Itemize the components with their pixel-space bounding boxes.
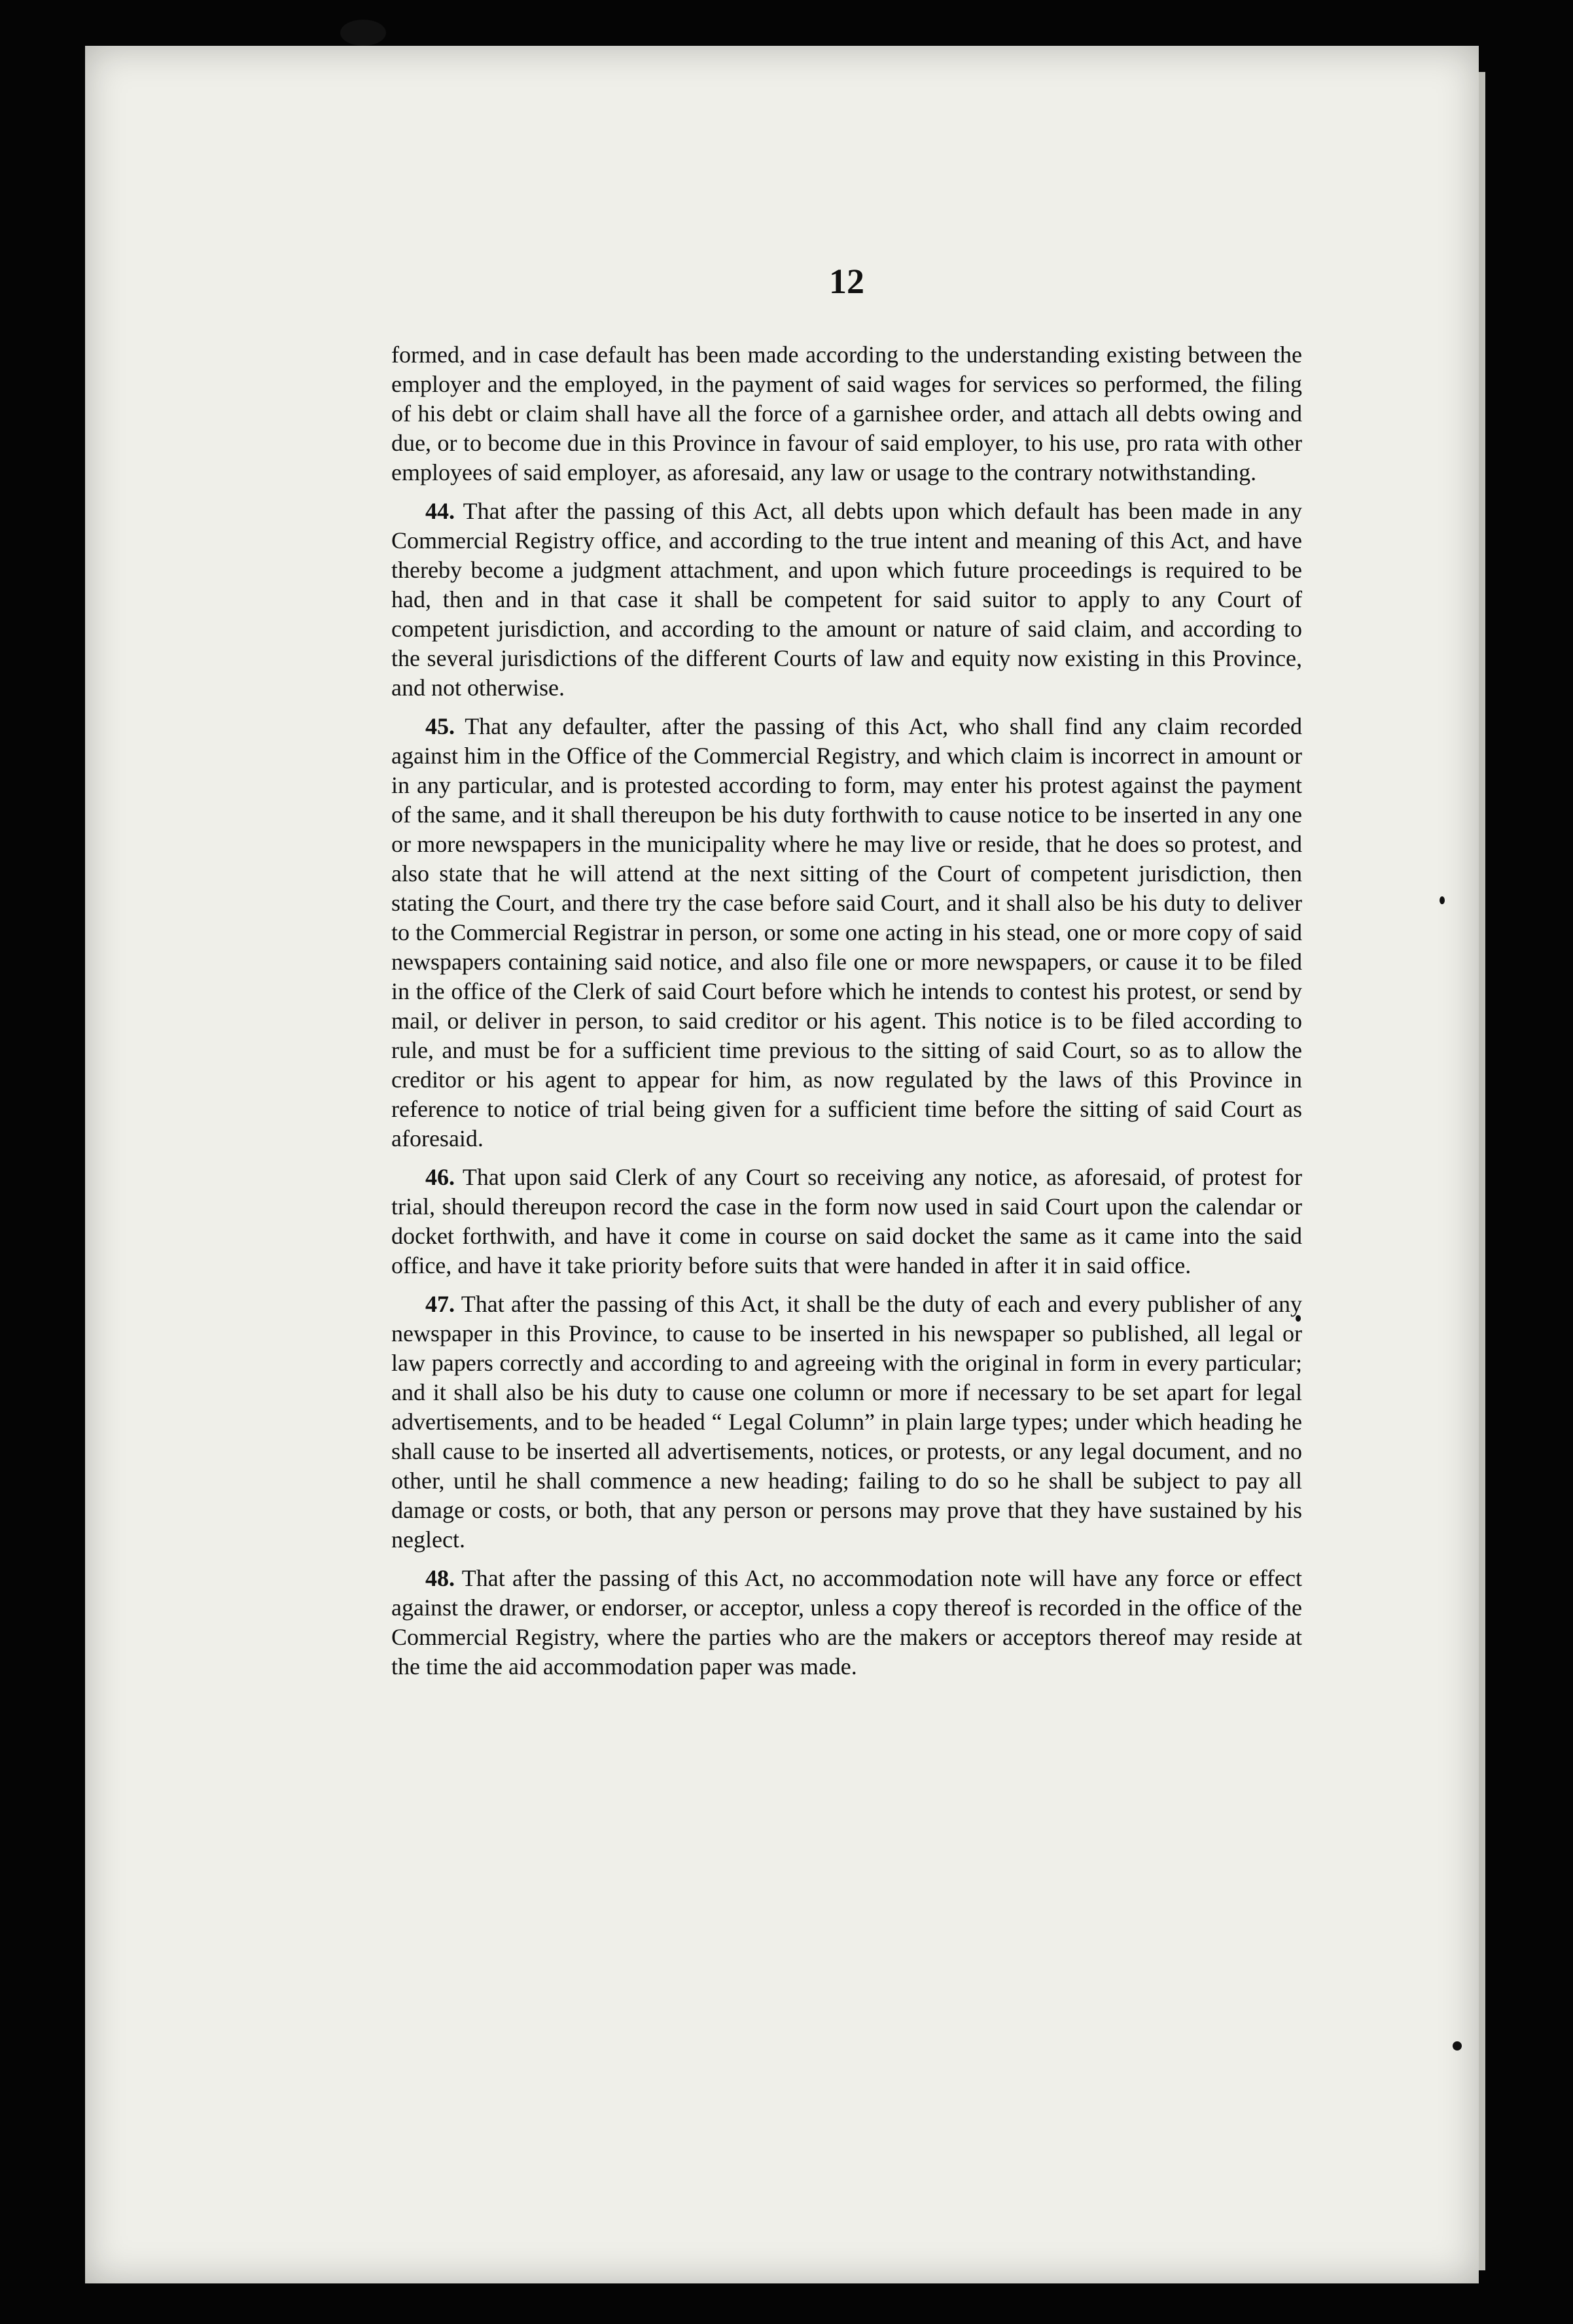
section-text: That after the passing of this Act, no accommodation note will have any force or effect against the drawer, or endorser, or acceptor, unless a copy thereof is recorded in the office of the Commercial Registry, where the parties who are the makers or acceptors thereof may reside at the time the aid accommodation paper was made. [391, 1565, 1302, 1680]
scan-speck [340, 20, 386, 46]
page-number: 12 [829, 262, 864, 301]
section-45 [391, 712, 1302, 1153]
section-47 [391, 1290, 1302, 1555]
section-text: That upon said Clerk of any Court so receiving any notice, as aforesaid, of protest for trial, should thereupon record the case in the form now used in said Court upon the calendar or docket forthwith, and have it come in course on said docket the same as it came into the said office, and have it take priority before suits that were handed in after it in said office. [391, 1164, 1302, 1278]
section-number: 46. [425, 1164, 455, 1190]
scan-speck [1453, 2041, 1462, 2051]
scan-speck [1440, 896, 1445, 904]
section-number: 44. [425, 498, 455, 524]
section-number: 47. [425, 1291, 455, 1317]
section-text: That any defaulter, after the passing of this Act, who shall find any claim recorded against him in the Office of the Commercial Registry, and which claim is incorrect in amount or in any particular, and is protested according to form, may enter his protest against the payment of the same, and it shall thereupon be his duty forthwith to cause notice to be inserted in any one or more newspapers in the municipality where he may live or reside, that he does so protest, and also state that he will attend at the next sitting of the Court of competent jurisdiction, then stating the Court, and there try the case before said Court, and it shall also be his duty to deliver to the Commercial Registrar in person, or some one acting in his stead, one or more copy of said newspapers containing said notice, and also file one or more newspapers, or cause it to be filed in the office of the Clerk of said Court before which he intends to contest his protest, or send by mail, or deliver in person, to said creditor or his agent. This notice is to be filed according to rule, and must be for a sufficient time previous to the sitting of said Court, so as to allow the creditor or his agent to appear for him, as now regulated by the laws of this Province in reference to notice of trial being given for a sufficient time before the sitting of said Court as aforesaid. [391, 713, 1302, 1152]
section-46 [391, 1163, 1302, 1280]
document-text [391, 262, 1302, 1691]
section-number: 48. [425, 1565, 455, 1591]
section-44 [391, 497, 1302, 703]
section-48 [391, 1564, 1302, 1681]
paragraph-continuation [391, 340, 1302, 487]
paragraph-text: formed, and in case default has been made according to the understanding existing between the employer and the employed, in the payment of said wages for services so performed, the filing of his debt or claim shall have all the force of a garnishee order, and attach all debts owing and due, or to become due in this Province in favour of said employer, to his use, pro rata with other employees of said employer, as aforesaid, any law or usage to the contrary notwithstanding. [391, 342, 1302, 485]
section-text: That after the passing of this Act, all debts upon which default has been made in any Commercial Registry office, and according to the true intent and meaning of this Act, and have thereby become a judgment attachment, and upon which future proceedings is required to be had, then and in that case it shall be competent for said suitor to apply to any Court of competent jurisdiction, and according to the amount or nature of said claim, and according to the several jurisdictions of the different Courts of law and equity now existing in this Province, and not otherwise. [391, 498, 1302, 701]
section-text: That after the passing of this Act, it shall be the duty of each and every publisher of any newspaper in this Province, to cause to be inserted in his newspaper so published, all legal or law papers correctly and according to and agreeing with the original in form in every particular; and it shall also be his duty to cause one column or more if necessary to be set apart for legal advertisements, and to be headed “ Legal Column” in plain large types; under which heading he shall cause to be inserted all advertisements, notices, or protests, or any legal document, and no other, until he shall commence a new heading; failing to do so he shall be subject to pay all damage or costs, or both, that any person or persons may prove that they have sustained by his neglect. [391, 1291, 1302, 1553]
section-number: 45. [425, 713, 455, 739]
